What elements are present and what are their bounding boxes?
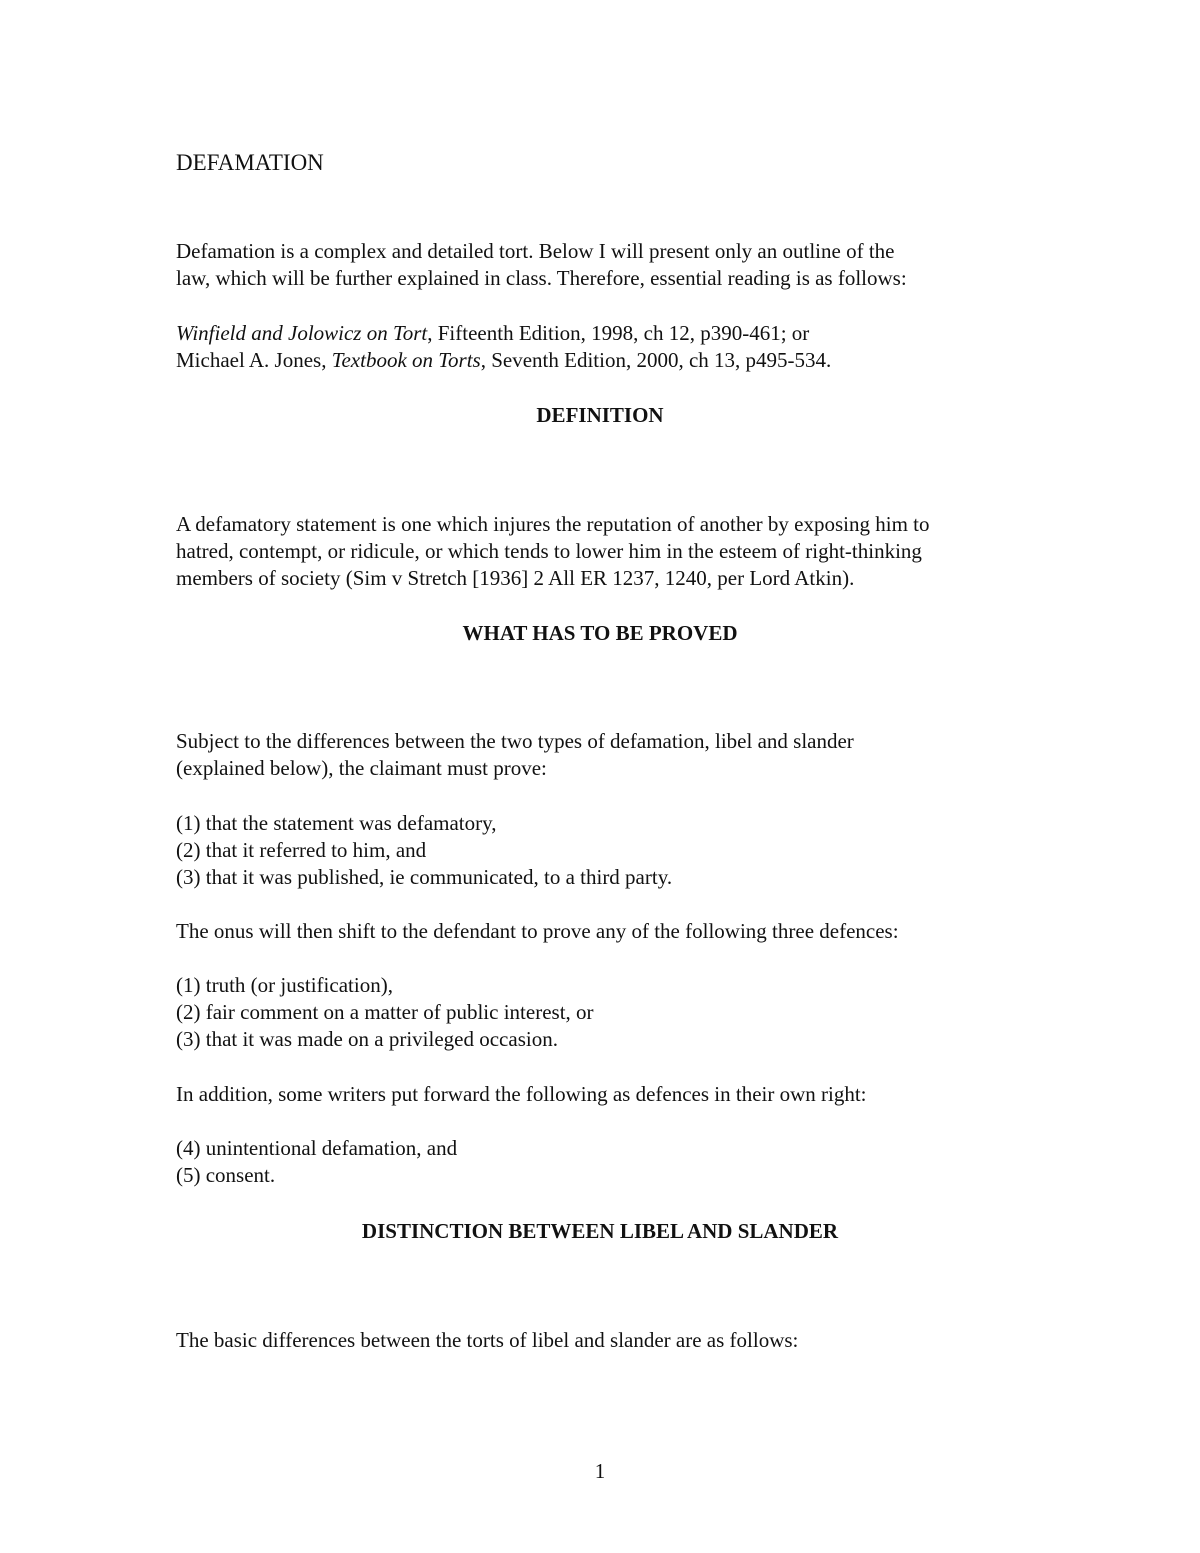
onus-line: The onus will then shift to the defendant to prove any of the following three defences: <box>176 919 899 943</box>
heading-definition: DEFINITION <box>536 403 664 427</box>
extra-defence-item-5: (5) consent. <box>176 1163 276 1187</box>
heading-what-has-to-be-proved: WHAT HAS TO BE PROVED <box>462 621 738 645</box>
reading-item-2-title: Textbook on Torts <box>331 348 481 372</box>
addition-line: In addition, some writers put forward the following as defences in their own right: <box>176 1082 867 1106</box>
document-title: DEFAMATION <box>176 150 324 175</box>
reading-item-1 <box>176 320 809 347</box>
definition-line-2: hatred, contempt, or ridicule, or which tends to lower him in the esteem of right-thinking <box>176 539 922 563</box>
defence-item-1: (1) truth (or justification), <box>176 973 393 997</box>
proved-intro-line-1: Subject to the differences between the two types of defamation, libel and slander <box>176 729 854 753</box>
page-number: 1 <box>594 1459 606 1483</box>
reading-item-2-author: Michael A. Jones, <box>176 348 332 372</box>
intro-line-1: Defamation is a complex and detailed tort. Below I will present only an outline of the <box>176 239 895 263</box>
definition-line-1: A defamatory statement is one which injures the reputation of another by exposing him to <box>176 512 930 536</box>
claimant-item-3: (3) that it was published, ie communicated, to a third party. <box>176 865 673 889</box>
claimant-item-1: (1) that the statement was defamatory, <box>176 811 497 835</box>
defence-item-2: (2) fair comment on a matter of public interest, or <box>176 1000 594 1024</box>
proved-intro-line-2: (explained below), the claimant must prove: <box>176 756 547 780</box>
claimant-item-2: (2) that it referred to him, and <box>176 838 427 862</box>
extra-defence-item-4: (4) unintentional defamation, and <box>176 1136 458 1160</box>
reading-item-1-title: Winfield and Jolowicz on Tort <box>176 321 428 345</box>
heading-distinction: DISTINCTION BETWEEN LIBEL AND SLANDER <box>361 1219 839 1243</box>
reading-item-2-details: , Seventh Edition, 2000, ch 13, p495-534. <box>480 348 832 372</box>
reading-item-2 <box>176 347 831 374</box>
intro-line-2: law, which will be further explained in class. Therefore, essential reading is as follows: <box>176 266 907 290</box>
defence-item-3: (3) that it was made on a privileged occasion. <box>176 1027 558 1051</box>
reading-item-1-details: , Fifteenth Edition, 1998, ch 12, p390-461; or <box>427 321 810 345</box>
definition-line-3: members of society (Sim v Stretch [1936] 2 All ER 1237, 1240, per Lord Atkin). <box>176 566 855 590</box>
distinction-line: The basic differences between the torts of libel and slander are as follows: <box>176 1328 799 1352</box>
